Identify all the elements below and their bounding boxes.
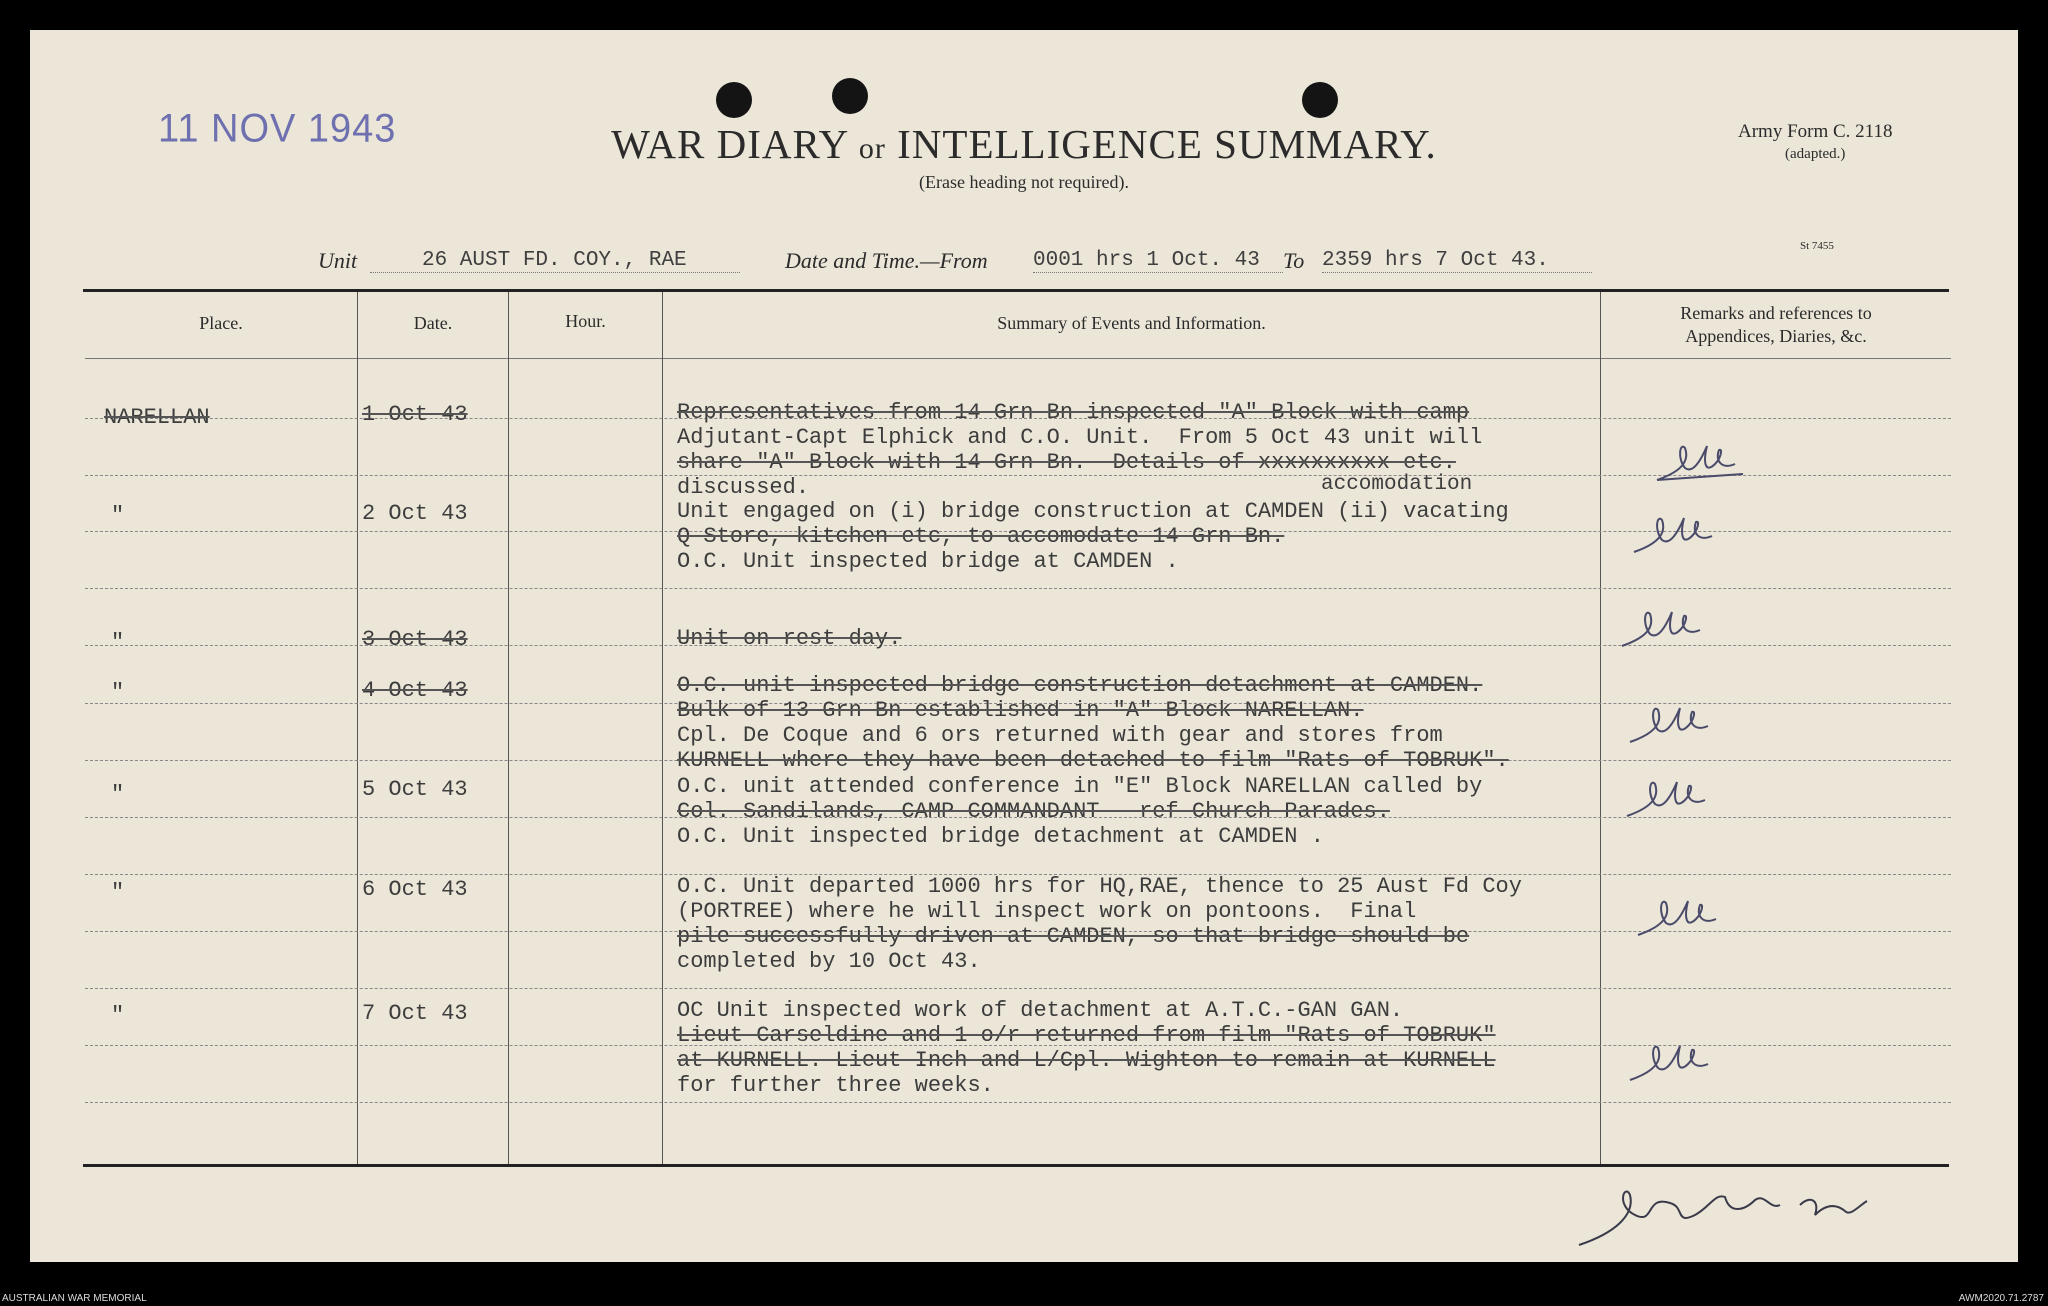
title-main: WAR DIARY: [611, 121, 848, 167]
punch-hole: [832, 78, 868, 114]
handwritten-initials: [1628, 702, 1718, 747]
army-form-number: Army Form C. 2118: [1738, 121, 1893, 142]
entry-date: 7 Oct 43: [362, 1001, 468, 1026]
army-form-label: [1738, 120, 1892, 166]
summary-line: Unit engaged on (i) bridge construction at CAMDEN (ii) vacating: [677, 499, 1509, 524]
entry-summary: [677, 874, 1522, 974]
entry-date: 5 Oct 43: [362, 777, 468, 802]
remarks-header-line-1: Remarks and references to: [1680, 303, 1872, 323]
entry-place: ": [111, 782, 125, 807]
entry-date: 2 Oct 43: [362, 501, 468, 526]
title-subtitle: (Erase heading not required).: [919, 172, 1129, 192]
handwritten-initials: [1625, 776, 1715, 821]
summary-line: Representatives from 14 Grn Bn inspected "A" Block with camp: [677, 400, 1470, 425]
handwritten-initials: [1620, 606, 1710, 651]
summary-line: share "A" Block with 14 Grn Bn. Details of xxxxxxxxxx etc.: [677, 450, 1456, 475]
summary-line: OC Unit inspected work of detachment at A.T.C.-GAN GAN.: [677, 998, 1404, 1023]
handwritten-initials: [1636, 895, 1726, 940]
column-divider: [508, 292, 509, 1164]
punch-hole: [1302, 82, 1338, 118]
to-value: 2359 hrs 7 Oct 43.: [1322, 249, 1592, 273]
from-value: 0001 hrs 1 Oct. 43: [1033, 249, 1283, 273]
table-bottom-rule: [83, 1164, 1949, 1167]
summary-line: Unit on rest day.: [677, 626, 902, 651]
stationery-code: St 7455: [1800, 240, 1834, 252]
summary-line: O.C. Unit inspected bridge detachment at CAMDEN .: [677, 824, 1324, 849]
handwritten-initials: [1632, 512, 1722, 557]
header-divider: [85, 358, 1951, 359]
entry-place: ": [111, 880, 125, 905]
entry-summary: [677, 774, 1482, 849]
entry-summary: [677, 499, 1509, 574]
column-header-remarks: [1601, 302, 1951, 348]
ruled-line: [85, 588, 1951, 589]
entry-place: ": [111, 630, 125, 655]
to-label: To: [1283, 248, 1305, 273]
entry-date: 6 Oct 43: [362, 877, 468, 902]
handwritten-correction: accomodation: [1321, 473, 1473, 496]
entry-place: NARELLAN: [104, 405, 210, 430]
column-header-hour: Hour.: [565, 311, 606, 331]
entry-date: 1 Oct 43: [362, 402, 468, 427]
summary-line: O.C. Unit inspected bridge at CAMDEN .: [677, 549, 1179, 574]
summary-line: KURNELL where they have been detached to film "Rats of TOBRUK".: [677, 748, 1509, 773]
summary-line: completed by 10 Oct 43.: [677, 949, 981, 974]
handwritten-initials: [1655, 440, 1745, 485]
summary-line: Bulk of 13 Grn Bn established in "A" Block NARELLAN.: [677, 698, 1364, 723]
summary-line: Col. Sandilands, CAMP COMMANDANT - ref Church Parades.: [677, 799, 1390, 824]
title-or: or: [858, 132, 886, 165]
received-date-stamp: 11 NOV 1943: [158, 106, 397, 152]
entry-date: 4 Oct 43: [362, 678, 468, 703]
column-header-date: Date.: [413, 313, 453, 333]
entry-place: ": [111, 680, 125, 705]
punch-hole: [716, 82, 752, 118]
date-time-label: Date and Time.—From: [785, 248, 988, 273]
unit-value: 26 AUST FD. COY., RAE: [370, 249, 740, 273]
footer-accession: AWM2020.71.2787: [1958, 1293, 2044, 1304]
summary-line: (PORTREE) where he will inspect work on pontoons. Final: [677, 899, 1417, 924]
entry-place: ": [111, 1003, 125, 1028]
summary-line: pile successfully driven at CAMDEN, so that bridge should be: [677, 924, 1470, 949]
summary-line: Lieut Carseldine and 1 o/r returned from film "Rats of TOBRUK": [677, 1023, 1496, 1048]
remarks-header-line-2: Appendices, Diaries, &c.: [1685, 326, 1867, 346]
summary-line: Q Store, kitchen etc, to accomodate 14 Grn Bn.: [677, 524, 1285, 549]
entry-summary: [677, 673, 1509, 773]
army-form-adapted: (adapted.): [1785, 146, 1846, 162]
entry-place: ": [111, 503, 125, 528]
summary-line: Cpl. De Coque and 6 ors returned with gear and stores from: [677, 723, 1443, 748]
table-top-rule: [83, 289, 1949, 292]
column-header-summary: Summary of Events and Information.: [997, 313, 1266, 333]
summary-line: O.C. Unit departed 1000 hrs for HQ,RAE, thence to 25 Aust Fd Coy: [677, 874, 1522, 899]
handwritten-initials: [1628, 1040, 1718, 1085]
footer-source: AUSTRALIAN WAR MEMORIAL: [2, 1293, 147, 1304]
ruled-line: [85, 988, 1951, 989]
summary-line: for further three weeks.: [677, 1073, 994, 1098]
column-divider: [357, 292, 358, 1164]
column-divider: [662, 292, 663, 1164]
summary-line: Adjutant-Capt Elphick and C.O. Unit. From 5 Oct 43 unit will: [677, 425, 1483, 450]
entry-summary: [677, 626, 901, 651]
summary-line: O.C. unit inspected bridge construction detachment at CAMDEN.: [677, 673, 1483, 698]
title-rest: INTELLIGENCE SUMMARY.: [897, 121, 1437, 167]
column-divider: [1600, 292, 1601, 1164]
summary-line: O.C. unit attended conference in "E" Block NARELLAN called by: [677, 774, 1483, 799]
officer-signature: [1575, 1175, 1875, 1255]
ruled-line: [85, 1102, 1951, 1103]
entry-date: 3 Oct 43: [362, 627, 468, 652]
summary-line: at KURNELL. Lieut Inch and L/Cpl. Wighton to remain at KURNELL: [677, 1048, 1496, 1073]
unit-label: Unit: [318, 248, 358, 273]
summary-line: discussed.: [677, 475, 810, 500]
entry-summary: [677, 998, 1496, 1098]
column-header-place: Place.: [199, 313, 243, 333]
